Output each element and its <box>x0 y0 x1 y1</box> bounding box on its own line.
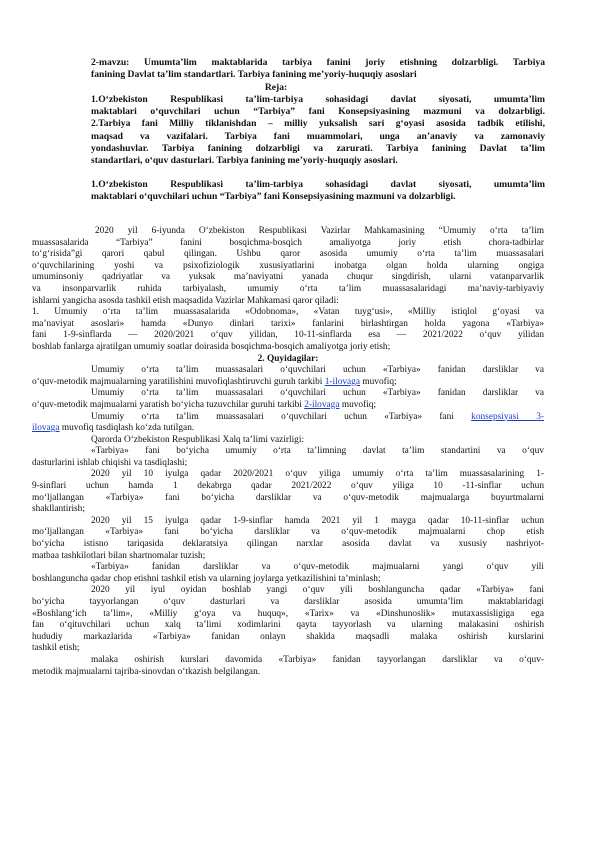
body-line: mo‘ljallangan «Tarbiya» fani bo‘yicha darsliklar va o‘quv-metodik majmualarga buyurtmalarni <box>32 492 544 503</box>
body-line: matbaa tashkilotlari bilan shartnomalar tuzish; <box>32 550 206 561</box>
body-line: «Tarbiya» fanidan darsliklar va o‘quv-metodik majmualarni yangi o‘quv yili <box>91 562 544 573</box>
section-title-line-1: 1.O‘zbekiston Respublikasi ta’lim-tarbiya sohasidagi davlat siyosati, umumta’lim <box>91 178 545 190</box>
body-line: muassasalarida “Tarbiya” fanini bosqichma-bosqich amaliyotga joriy etish chora-tadbirlar <box>32 237 544 248</box>
body-line: metodik majmualarni tajriba-sinovdan o‘tkazish belgilangan. <box>32 666 261 677</box>
body-line: Umumiy o‘rta ta’lim muassasalari o‘quvchilari uchun «Tarbiya» fanidan darsliklar va <box>91 365 544 376</box>
body-line: boshlanguncha qadar chop etishni tashkil etish va ularning joylarga yetkazilishini ta’minlash; <box>32 573 381 584</box>
body-line: o‘quv-metodik majmualarning yaratilishini muvofiqlashtiruvchi guruh tarkibi 1-ilovaga muvofiq; <box>32 376 397 387</box>
document-heading <box>91 57 545 203</box>
body-line: ishlarni yangicha asosda tashkil etish maqsadida Vazirlar Mahkamasi qaror qiladi: <box>32 295 339 306</box>
topic-title-line-2: fanining Davlat ta’lim standartlari. Tarbiya fanining me’yoriy-huquqiy asoslari <box>91 69 417 81</box>
body-line: «Tarbiya» fani bo‘yicha umumiy o‘rta ta’limning davlat ta’lim standartini va o‘quv <box>91 446 544 457</box>
plan-line-3: 2.Tarbiya fani Milliy tiklanishdan – milliy yuksalish sari g‘oyasi asosida tadbik etilishi, <box>91 118 545 130</box>
body-line: fan o‘qituvchilari uchun xalq ta’limi xodimlarini qayta tayyorlash va ularning malakasini oshirish <box>32 620 544 631</box>
body-line: Qarorda O‘zbekiston Respublikasi Xalq ta’limi vazirligi: <box>91 434 305 445</box>
body-line: hududiy markazlarida «Tarbiya» fanidan onlayn shaklda maqsadli malaka oshirish kurslarini <box>32 631 544 642</box>
body-line: shakllantirish; <box>32 504 85 515</box>
body-line: umuminsoniy qadriyatlar va yuksak ma’naviyatni yanada chuqur singdirish, ularni vatanparvarlik <box>32 272 544 283</box>
plan-line-4: maqsad va vazifalari. Tarbiya fani muammolari, unga an’anaviy va zamonaviy <box>91 130 545 142</box>
body-line: tashkil etish; <box>32 643 80 654</box>
body-line: o‘quvchilarining yoshi va psixofiziologik xususiyatlarini inobatga olgan holda ularning ongiga <box>32 260 544 271</box>
body-line: boshlab fanlarga ajratilgan umumiy soatlar doirasida bosqichma-bosqich amaliyotga joriy etish; <box>32 341 391 352</box>
body-line: to‘g‘risida”gi qarori qabul qilingan. Ushbu qaror asosida umumiy o‘rta ta’lim muassasalari <box>32 249 544 260</box>
body-line: bo‘yicha istisno tariqasida deklaratsiya qilingan narxlar asosida davlat va xususiy nashriyot- <box>32 539 544 550</box>
body-line: dasturlarini ishlab chiqishi va tasdiqlashi; <box>32 457 188 468</box>
body-line: 2020 yil 15 iyulga qadar 1-9-sinflar hamda 2021 yil 1 mayga qadar 10-11-sinflar uchun <box>91 515 544 526</box>
body-line: ma’naviyat asoslari» hamda «Dunyo dinlari tarixi» fanlarini birlashtirgan holda yagona «Tarbiya» <box>32 318 544 329</box>
body-line: mo‘ljallangan «Tarbiya» fani bo‘yicha darsliklar va o‘quv-metodik majmualarni chop etish <box>32 527 544 538</box>
section-title-line-2: maktablari o‘quvchilari uchun “Tarbiya” fani Konsepsiyasining mazmuni va dolzarbligi. <box>91 190 456 202</box>
body-line: 2020 yil iyul oyidan boshlab yangi o‘quv yili boshlanguncha qadar «Tarbiya» fani <box>91 585 544 596</box>
body-line: ilovaga muvofiq tasdiqlash ko‘zda tutilgan. <box>32 423 195 434</box>
body-line: «Boshlang‘ich ta’lim», «Milliy g‘oya va huquq», «Tarix» va «Dinshunoslik» mutaxassisligiga ega <box>32 608 544 619</box>
concept-appendix-3-link[interactable]: konsepsiyasi 3- <box>471 411 545 422</box>
body-line: va insonparvarlik ruhida tarbiyalash, umumiy o‘rta ta’lim muassasalaridagi ma’naviy-tarbiyaviy <box>32 283 544 294</box>
body-line: 1. Umumiy o‘rta ta’lim muassasalarida «Odobnoma», «Vatan tuyg‘usi», «Milliy istiqlol g‘oyasi va <box>32 307 544 318</box>
plan-line-1: 1.O‘zbekiston Respublikasi ta’lim-tarbiya sohasidagi davlat siyosati, umumta’lim <box>91 93 545 105</box>
body-line: 9-sinflari uchun hamda 1 dekabrga qadar 2021/2022 o‘quv yiliga 10 -11-sinflar uchun <box>32 481 544 492</box>
body-line: Umumiy o‘rta ta’lim muassasalari o‘quvchilari uchun «Tarbiya» fani konsepsiyasi 3- <box>91 411 545 422</box>
body-line: 2020 yil 6-iyunda O‘zbekiston Respublikasi Vazirlar Mahkamasining “Umumiy o‘rta ta’lim <box>95 226 544 236</box>
topic-title-line-1: 2-mavzu: Umumta’lim maktablarida tarbiya fanini joriy etishning dolzarbligi. Tarbiya <box>91 57 545 68</box>
plan-label: Reja: <box>264 81 288 93</box>
body-line: Umumiy o‘rta ta’lim muassasalari o‘quvchilari uchun «Tarbiya» fanidan darsliklar va <box>91 388 544 399</box>
plan-line-2: maktablari o‘quvchilari uchun “Tarbiya” fani Konsepsiyasining mazmuni va dolzarbligi. <box>91 106 545 118</box>
body-line: malaka oshirish kurslari davomida «Tarbiya» fanidan tayyorlangan darsliklar va o‘quv- <box>91 654 544 665</box>
body-line: 2020 yil 10 iyulga qadar 2020/2021 o‘quv yiliga umumiy o‘rta ta’lim muassasalarining 1- <box>91 469 544 480</box>
document-body <box>32 226 544 678</box>
appendix-1-link[interactable]: 1-ilovaga <box>324 376 361 387</box>
body-line: o‘quv-metodik majmualarni yaratish bo‘yicha tuzuvchilar guruhi tarkibi 2-ilovaga muvofiq; <box>32 399 377 410</box>
body-line: bo‘yicha tayyorlangan o‘quv dasturlari va darsliklar asosida umumta’lim maktablaridagi <box>32 597 544 607</box>
body-line: fani 1-9-sinflarda — 2020/2021 o‘quv yilidan, 10-11-sinflarda esa — 2021/2022 o‘quv yilidan <box>32 330 544 341</box>
plan-line-5: yondashuvlar. Tarbiya fanining dolzarbligi va zarurati. Tarbiya fanining Davlat ta’lim <box>91 143 545 155</box>
plan-line-6: standartlari, o‘quv dasturlari. Tarbiya fanining me’yoriy-huquqiy asoslari. <box>91 155 398 167</box>
appendix-2-link[interactable]: 2-ilovaga <box>304 399 340 410</box>
section-quyidagilar: 2. Quyidagilar: <box>257 353 319 364</box>
concept-appendix-3-link-cont[interactable]: ilovaga <box>32 423 60 434</box>
